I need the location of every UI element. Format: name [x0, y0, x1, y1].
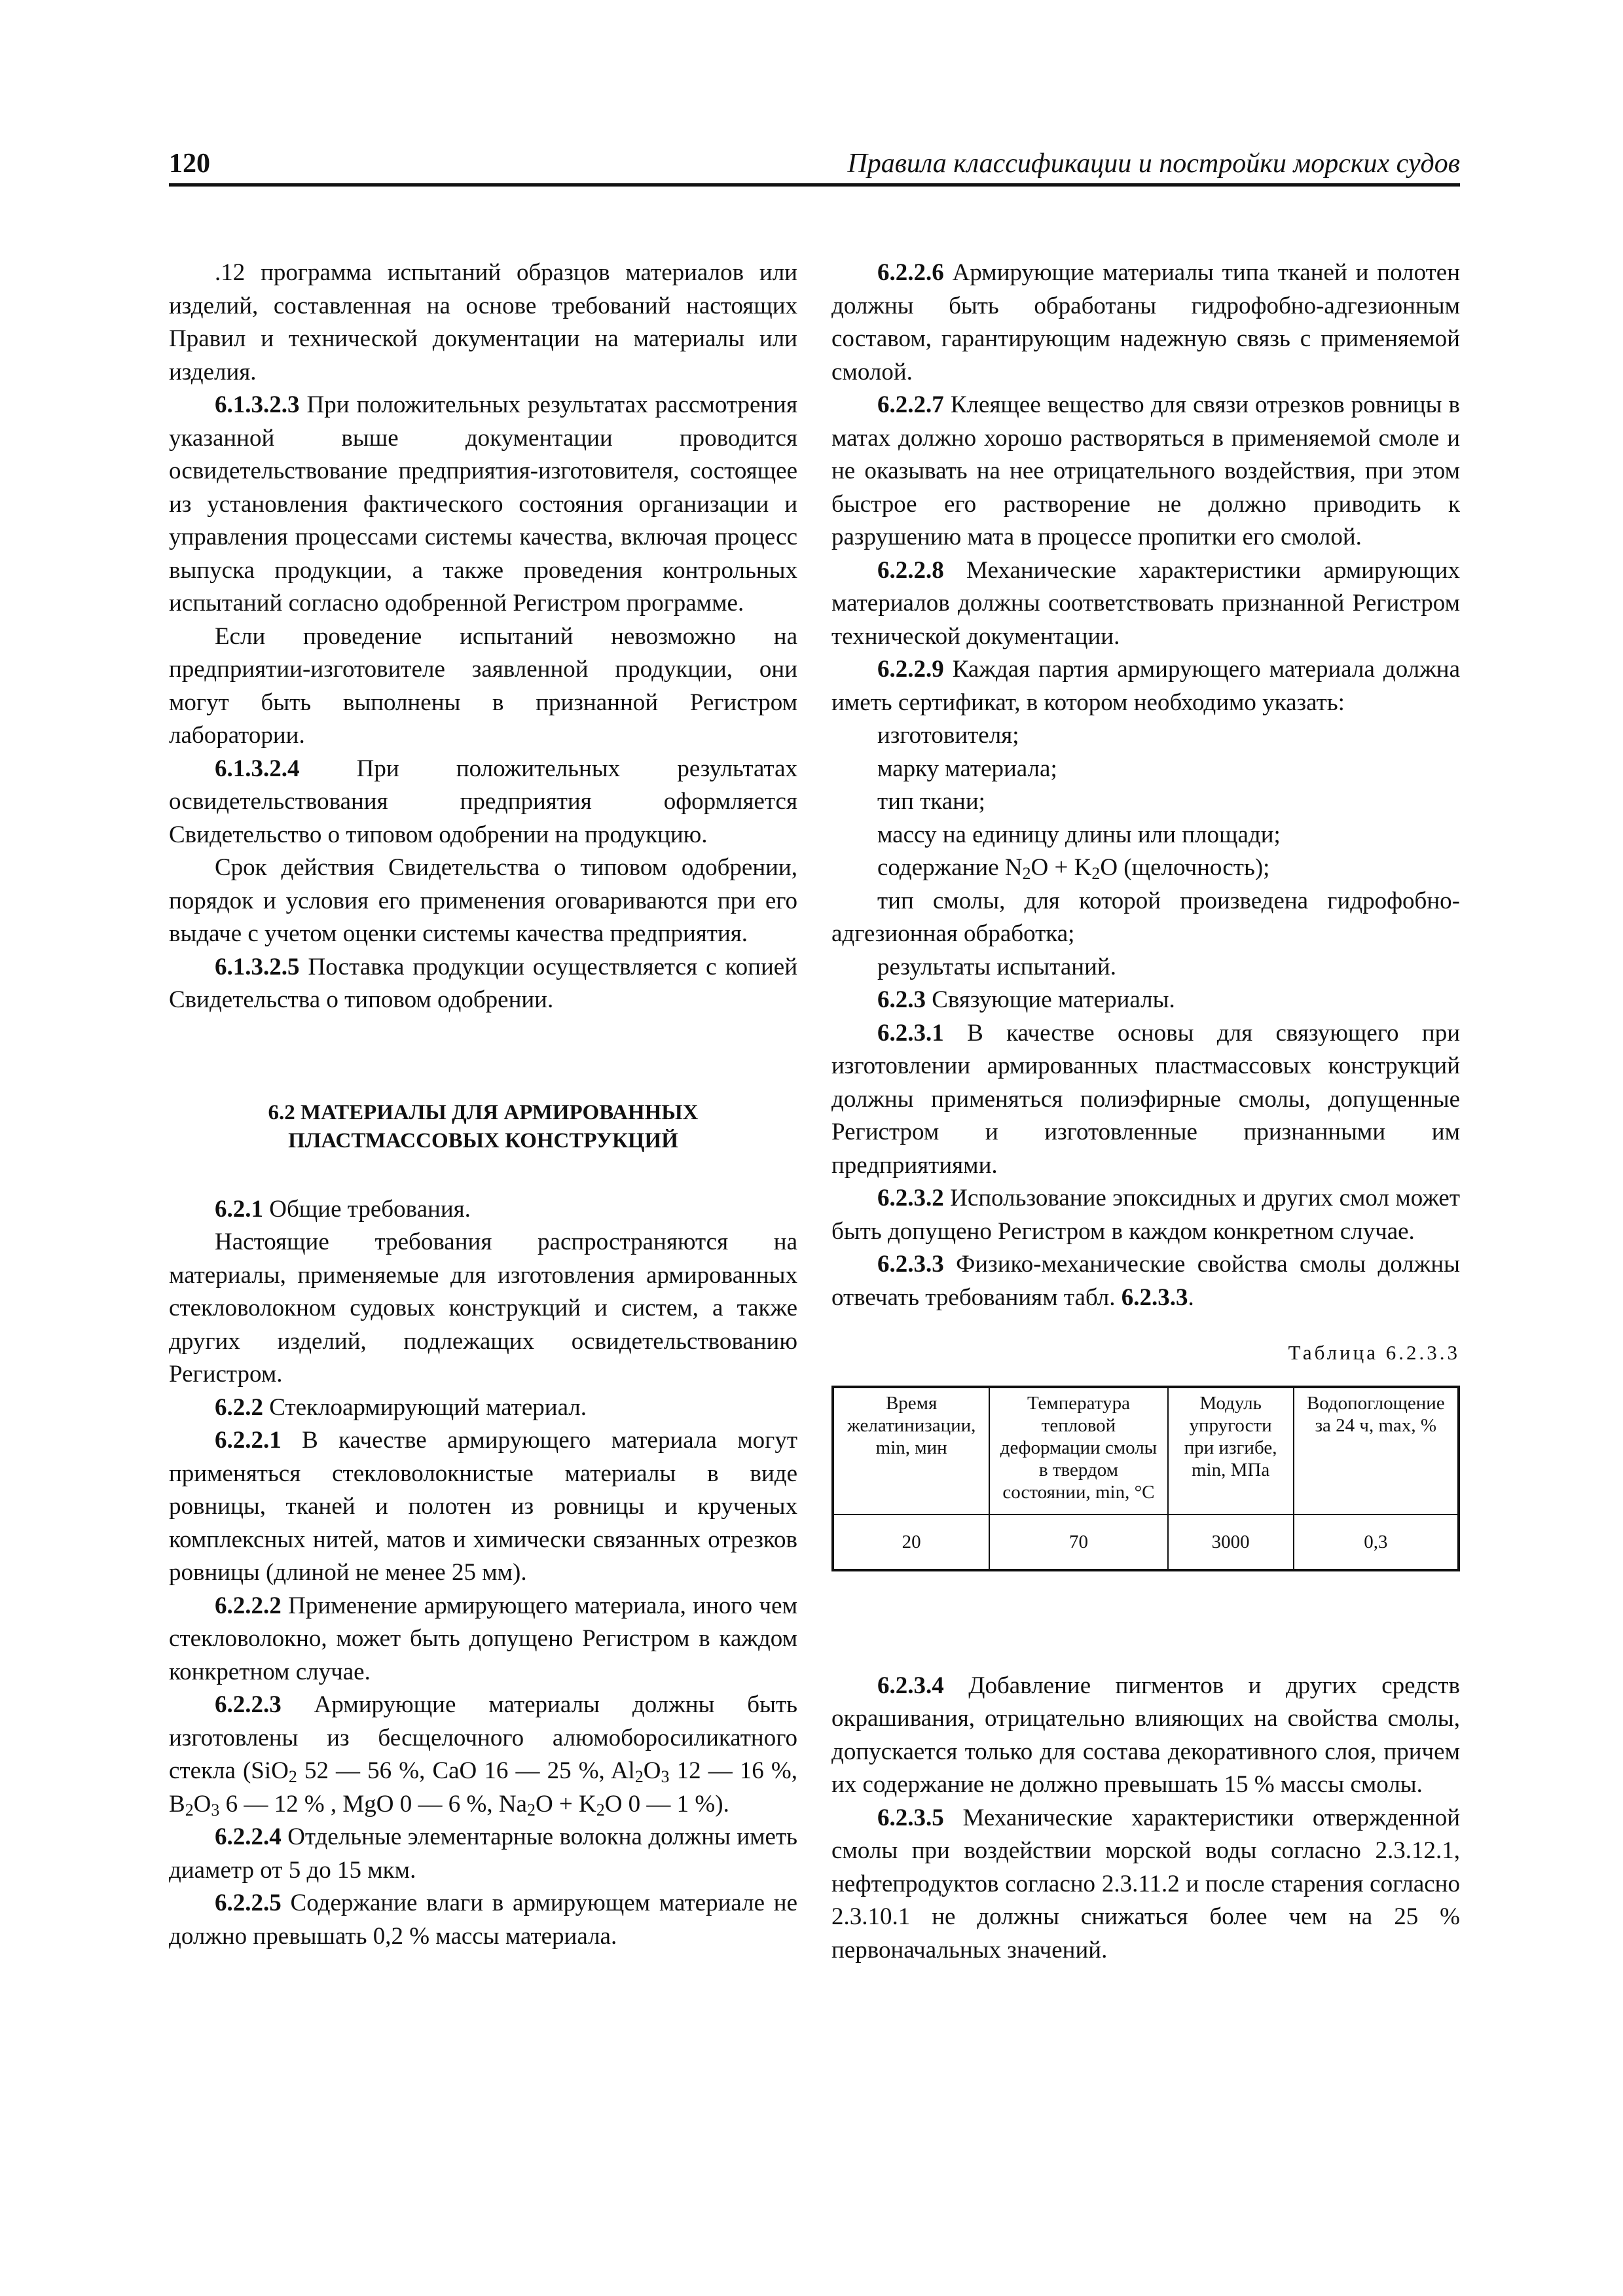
- paragraph: 6.2.2.4 Отдельные элементарные волокна должны иметь диаметр от 5 до 15 мкм.: [169, 1823, 797, 1884]
- clause-number: 6.2.2: [215, 1393, 263, 1421]
- clause-number: 6.2.2.4: [215, 1823, 282, 1850]
- table-cell: 70: [989, 1515, 1167, 1570]
- paragraph: 6.2.3.5 Механические характеристики отвержденной смолы при воздействии морской воды согласно 2.3.12.1, нефтепродуктов согласно 2.3.11.2 и после старения согласно 2.3.10.1 не должны снижаться более чем на 25 % первоначальных значений.: [831, 1804, 1460, 1964]
- paragraph: 6.1.3.2.4 При положительных результатах освидетельствования предприятия оформляется Свидетельство о типовом одобрении на продукцию.: [169, 755, 797, 848]
- clause-number: 6.1.3.2.3: [215, 391, 300, 418]
- paragraph: Срок действия Свидетельства о типовом одобрении, порядок и условия его применения оговариваются при его выдаче с учетом оценки системы качества предприятия.: [169, 854, 797, 947]
- clause-number: 6.2.1: [215, 1195, 263, 1223]
- paragraph: 6.2.2 Стеклоармирующий материал.: [215, 1393, 587, 1421]
- clause-number: 6.1.3.2.5: [215, 953, 300, 980]
- paragraph: 6.2.3.3 Физико-механические свойства смолы должны отвечать требованиям табл. 6.2.3.3.: [831, 1251, 1460, 1311]
- table-cell: 0,3: [1294, 1515, 1459, 1570]
- paragraph: Если проведение испытаний невозможно на предприятии-изготовителе заявленной продукции, они могут быть выполнены в признанной Регистром лаборатории.: [169, 622, 797, 749]
- clause-number: 6.2.2.6: [877, 259, 944, 286]
- section-title: 6.2 МАТЕРИАЛЫ ДЛЯ АРМИРОВАННЫХ ПЛАСТМАССОВЫХ КОНСТРУКЦИЙ: [268, 1100, 699, 1153]
- table-row: [833, 1515, 1459, 1570]
- paragraph: 6.2.3 Связующие материалы.: [877, 986, 1175, 1013]
- clause-number: 6.2.3.4: [877, 1672, 944, 1699]
- table-header-cell: Модуль упругости при изгибе, min, МПа: [1168, 1387, 1294, 1515]
- clause-number: 6.2.2.7: [877, 391, 944, 418]
- paragraph: 6.2.2.8 Механические характеристики армирующих материалов должны соответствовать признанной Регистром технической документации.: [831, 556, 1460, 650]
- table-cell: 3000: [1168, 1515, 1294, 1570]
- list-item: тип смолы, для которой произведена гидрофобно-адгезионная обработка;: [831, 887, 1460, 947]
- table-header-cell: Водопоглощение за 24 ч, max, %: [1294, 1387, 1459, 1515]
- paragraph: 6.2.2.2 Применение армирующего материала, иного чем стекловолокно, может быть допущено Регистром в каждом конкретном случае.: [169, 1592, 797, 1685]
- clause-number: 6.2.3.2: [877, 1185, 944, 1211]
- list-item: содержание $N_2O + K_2O$ (щелочность);: [877, 854, 1270, 883]
- paragraph: 6.2.2.5 Содержание влаги в армирующем материале не должно превышать 0,2 % массы материала.: [169, 1890, 797, 1950]
- resin-properties-table: [831, 1386, 1460, 1571]
- page-number: 120: [169, 149, 210, 179]
- paragraph: 6.2.2.6 Армирующие материалы типа тканей и полотен должны быть обработаны гидрофобно-адгезионным составом, гарантирующим надежную связь с применяемой смолой.: [831, 259, 1460, 386]
- clause-number: 6.2.2.8: [877, 556, 944, 584]
- table-header-row: [833, 1387, 1459, 1515]
- paragraph: 6.1.3.2.5 Поставка продукции осуществляется с копией Свидетельства о типовом одобрении.: [169, 953, 797, 1013]
- paragraph: 6.2.1 Общие требования.: [215, 1195, 471, 1223]
- list-item: массу на единицу длины или площади;: [877, 821, 1281, 848]
- page-header: [169, 143, 1460, 187]
- clause-number: 6.2.3.3: [877, 1251, 944, 1278]
- clause-number: 6.2.2.2: [215, 1592, 282, 1619]
- table-header-cell: Температура тепловой деформации смолы в твердом состоянии, min, °С: [989, 1387, 1167, 1515]
- paragraph: 6.2.3.4 Добавление пигментов и других средств окрашивания, отрицательно влияющих на свойства смолы, допускается только для состава декоративного слоя, причем их содержание не должно превышать 15 % массы смолы.: [831, 1672, 1460, 1798]
- clause-number: 6.2.2.5: [215, 1890, 282, 1916]
- list-item: марку материала;: [877, 755, 1057, 782]
- running-title: Правила классификации и постройки морских судов: [847, 149, 1460, 179]
- spacer: [831, 1571, 1460, 1670]
- table-caption: Таблица 6.2.3.3: [1288, 1341, 1460, 1364]
- paragraph: 6.2.2.3 Армирующие материалы должны быть изготовлены из бесщелочного алюмоборосиликатного стекла (SiO$_2$ 52 — 56 %, CaO 16 — 25 %, $Al_2O_3$ 12 — 16 %, $B_2O_3$ 6 — 12 % , MgO 0 — 6 %, $Na_2O + K_2O$ 0 — 1 %).: [169, 1691, 797, 1820]
- clause-number: 6.2.2.3: [215, 1691, 282, 1718]
- paragraph: 6.2.2.7 Клеящее вещество для связи отрезков ровницы в матах должно хорошо растворяться в применяемой смоле и не оказывать на нее отрицательного воздействия, при этом быстрое его растворение не должно приводить к разрушению мата в процессе пропитки его смолой.: [831, 391, 1460, 550]
- paragraph: 6.1.3.2.3 При положительных результатах рассмотрения указанной выше документации проводится освидетельствование предприятия-изготовителя, состоящее из установления фактического состояния организации и управления процессами системы качества, включая процесс выпуска продукции, а также проведения контрольных испытаний согласно одобренной Регистром программе.: [169, 391, 797, 617]
- paragraph: .12 программа испытаний образцов материалов или изделий, составленная на основе требований настоящих Правил и технической документации на материалы или изделия.: [169, 259, 797, 386]
- clause-number: 6.2.2.1: [215, 1427, 282, 1454]
- clause-number: 6.2.2.9: [877, 656, 944, 683]
- paragraph: 6.2.2.9 Каждая партия армирующего материала должна иметь сертификат, в котором необходимо указать:: [831, 656, 1460, 716]
- clause-number: 6.1.3.2.4: [215, 755, 300, 782]
- clause-number: 6.2.3.5: [877, 1804, 944, 1831]
- table-cell: 20: [833, 1515, 989, 1570]
- left-column: [169, 257, 797, 1953]
- clause-number: 6.2.3.1: [877, 1019, 944, 1047]
- list-item: тип ткани;: [877, 788, 985, 815]
- right-column: [831, 257, 1460, 1967]
- paragraph: 6.2.2.1 В качестве армирующего материала могут применяться стекловолокнистые материалы в виде ровницы, тканей и полотен из ровницы и крученых комплексных нитей, матов и химически связанных отрезков ровницы (длиной не менее 25 мм).: [169, 1427, 797, 1586]
- clause-number: 6.2.3: [877, 986, 926, 1013]
- list-item: результаты испытаний.: [877, 953, 1116, 980]
- paragraph: 6.2.3.1 В качестве основы для связующего при изготовлении армированных пластмассовых конструкций должны применяться полиэфирные смолы, допущенные Регистром и изготовленные признанными им предприятиями.: [831, 1019, 1460, 1179]
- table-reference: 6.2.3.3: [1121, 1283, 1188, 1311]
- paragraph: 6.2.3.2 Использование эпоксидных и других смол может быть допущено Регистром в каждом конкретном случае.: [831, 1185, 1460, 1245]
- paragraph: Настоящие требования распространяются на материалы, применяемые для изготовления армированных стекловолокном судовых конструкций и систем, а также других изделий, подлежащих освидетельствованию Регистром.: [169, 1229, 797, 1388]
- table-header-cell: Время желатинизации, min, мин: [833, 1387, 989, 1515]
- list-item: изготовителя;: [877, 722, 1019, 749]
